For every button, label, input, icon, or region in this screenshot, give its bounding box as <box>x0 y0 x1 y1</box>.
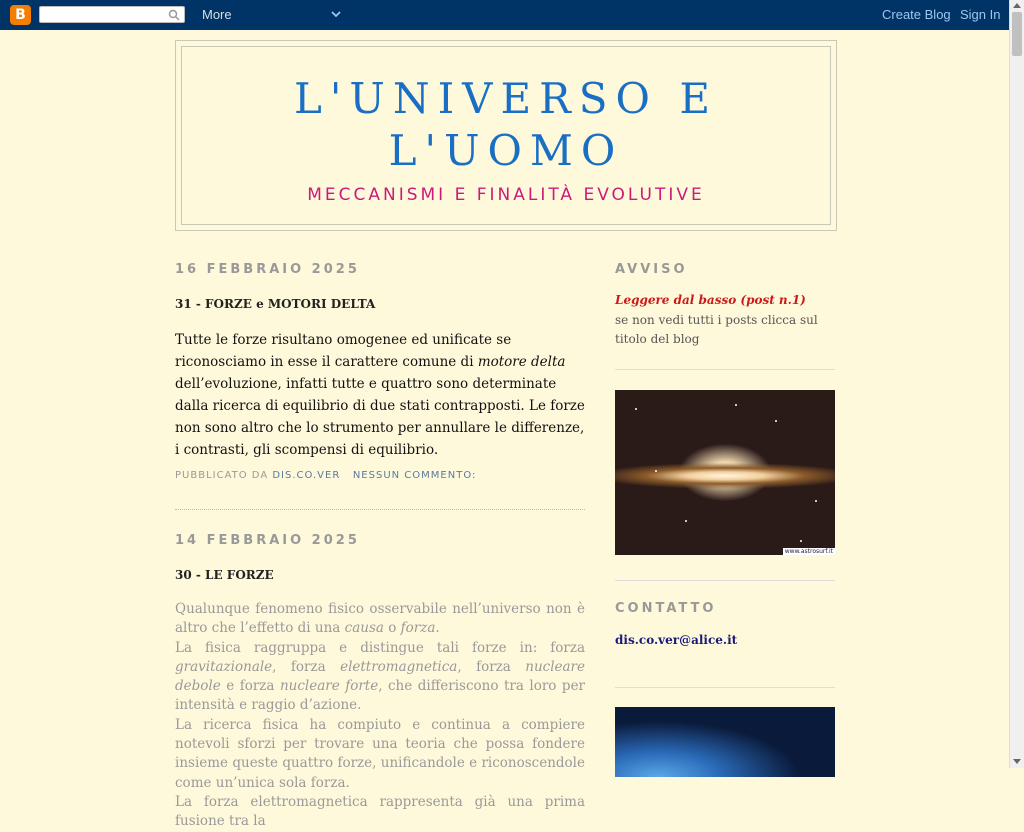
blog-header <box>175 40 837 231</box>
post-text: . <box>435 620 440 637</box>
sign-in-link[interactable]: Sign In <box>960 7 1001 22</box>
vertical-scrollbar[interactable] <box>1009 0 1024 768</box>
blogger-logo-icon[interactable] <box>10 5 31 25</box>
contact-email[interactable]: dis.co.ver@alice.it <box>615 633 738 647</box>
post-text-italic: forza <box>400 620 436 637</box>
more-menu-label[interactable]: More <box>202 7 232 22</box>
star-dot <box>815 500 817 502</box>
star-dot <box>800 540 802 542</box>
post-text: , forza <box>272 658 341 675</box>
post <box>175 533 585 832</box>
image-caption: www.astrosurf.it <box>784 548 833 555</box>
scroll-down-arrow-icon[interactable] <box>1013 759 1021 764</box>
post-comments-link[interactable]: NESSUN COMMENTO: <box>352 470 477 481</box>
star-dot <box>775 420 777 422</box>
avviso-highlight: Leggere dal basso (post n.1) <box>615 293 806 307</box>
search-input[interactable] <box>39 6 185 23</box>
post-divider <box>175 509 585 510</box>
blog-description: MECCANISMI E FINALITÀ EVOLUTIVE <box>307 185 705 205</box>
sidebar-divider <box>615 369 835 370</box>
blogger-navbar <box>0 0 1009 30</box>
scroll-up-arrow-icon[interactable] <box>1013 3 1021 8</box>
post-paragraph <box>175 639 585 716</box>
galaxy-image <box>615 390 835 555</box>
star-dot <box>655 470 657 472</box>
post-title: 31 - FORZE e MOTORI DELTA <box>175 297 376 311</box>
blog-header-inner <box>181 46 831 225</box>
star-dot <box>635 408 637 410</box>
post-text-italic: nucleare debole <box>175 658 585 695</box>
sidebar-divider <box>615 580 835 581</box>
space-image <box>615 707 835 777</box>
main-column <box>175 262 585 832</box>
post-text: La fisica raggruppa e distingue tali forze in: forza <box>175 639 585 656</box>
post-footer <box>175 470 585 481</box>
avviso-text: se non vedi tutti i posts clicca sul titolo del blog <box>615 313 818 346</box>
post-text: o <box>383 620 401 637</box>
star-dot <box>735 404 737 406</box>
sidebar-section-title: AVVISO <box>615 262 688 277</box>
sidebar-section-title: CONTATTO <box>615 601 717 616</box>
search-icon[interactable] <box>168 9 180 21</box>
post-footer-prefix: PUBBLICATO DA <box>175 470 269 481</box>
post-paragraph <box>175 600 585 639</box>
post-author-link[interactable]: DIS.CO.VER <box>272 470 341 481</box>
post-body <box>175 600 585 832</box>
post-date: 16 FEBBRAIO 2025 <box>175 262 360 277</box>
post-text: Qualunque fenomeno fisico osservabile nell’universo non è altro che l’effetto di una <box>175 601 585 637</box>
scrollbar-thumb[interactable] <box>1012 12 1022 56</box>
post-paragraph: La forza elettromagnetica rappresenta già una prima fusione tra la <box>175 793 585 830</box>
post-body <box>175 329 585 461</box>
post-date: 14 FEBBRAIO 2025 <box>175 533 360 548</box>
post-text: , che differiscono tra loro per intensità e raggio d’azione. <box>175 678 586 714</box>
sidebar <box>615 262 835 777</box>
create-blog-link[interactable]: Create Blog <box>882 7 951 22</box>
post-text: , forza <box>457 658 526 675</box>
post-text: e forza <box>220 678 280 695</box>
sidebar-divider <box>615 687 835 688</box>
post-text-italic: gravitazionale <box>175 658 273 675</box>
post-text: Tutte le forze risultano omogenee ed unificate se riconosciamo in esse il carattere comune di <box>175 332 512 370</box>
post-paragraph: La ricerca fisica ha compiuto e continua a compiere notevoli sforzi per trovare una teoria che possa fondere insieme queste quattro forze, unificandole e riconoscendole come un’unica sola forza. <box>175 716 585 791</box>
post-text-italic: elettromagnetica <box>340 658 458 675</box>
post-title: 30 - LE FORZE <box>175 568 274 582</box>
blog-title-link[interactable]: L'UNIVERSO E L'UOMO <box>293 74 718 175</box>
star-dot <box>685 520 687 522</box>
chevron-down-icon[interactable] <box>330 9 342 19</box>
post-text: dell’evoluzione, infatti tutte e quattro sono determinate dalla ricerca di equilibrio di due stati contrapposti. Le forze non sono altro che lo strumento per annullare le differenze, i contrasti, gli scompensi di equilibrio. <box>175 376 585 458</box>
post-text-italic: causa <box>344 620 384 637</box>
post-text-italic: nucleare forte <box>279 678 379 695</box>
blogger-logo-letter: B <box>15 7 26 23</box>
post-text-italic: motore delta <box>477 354 566 370</box>
